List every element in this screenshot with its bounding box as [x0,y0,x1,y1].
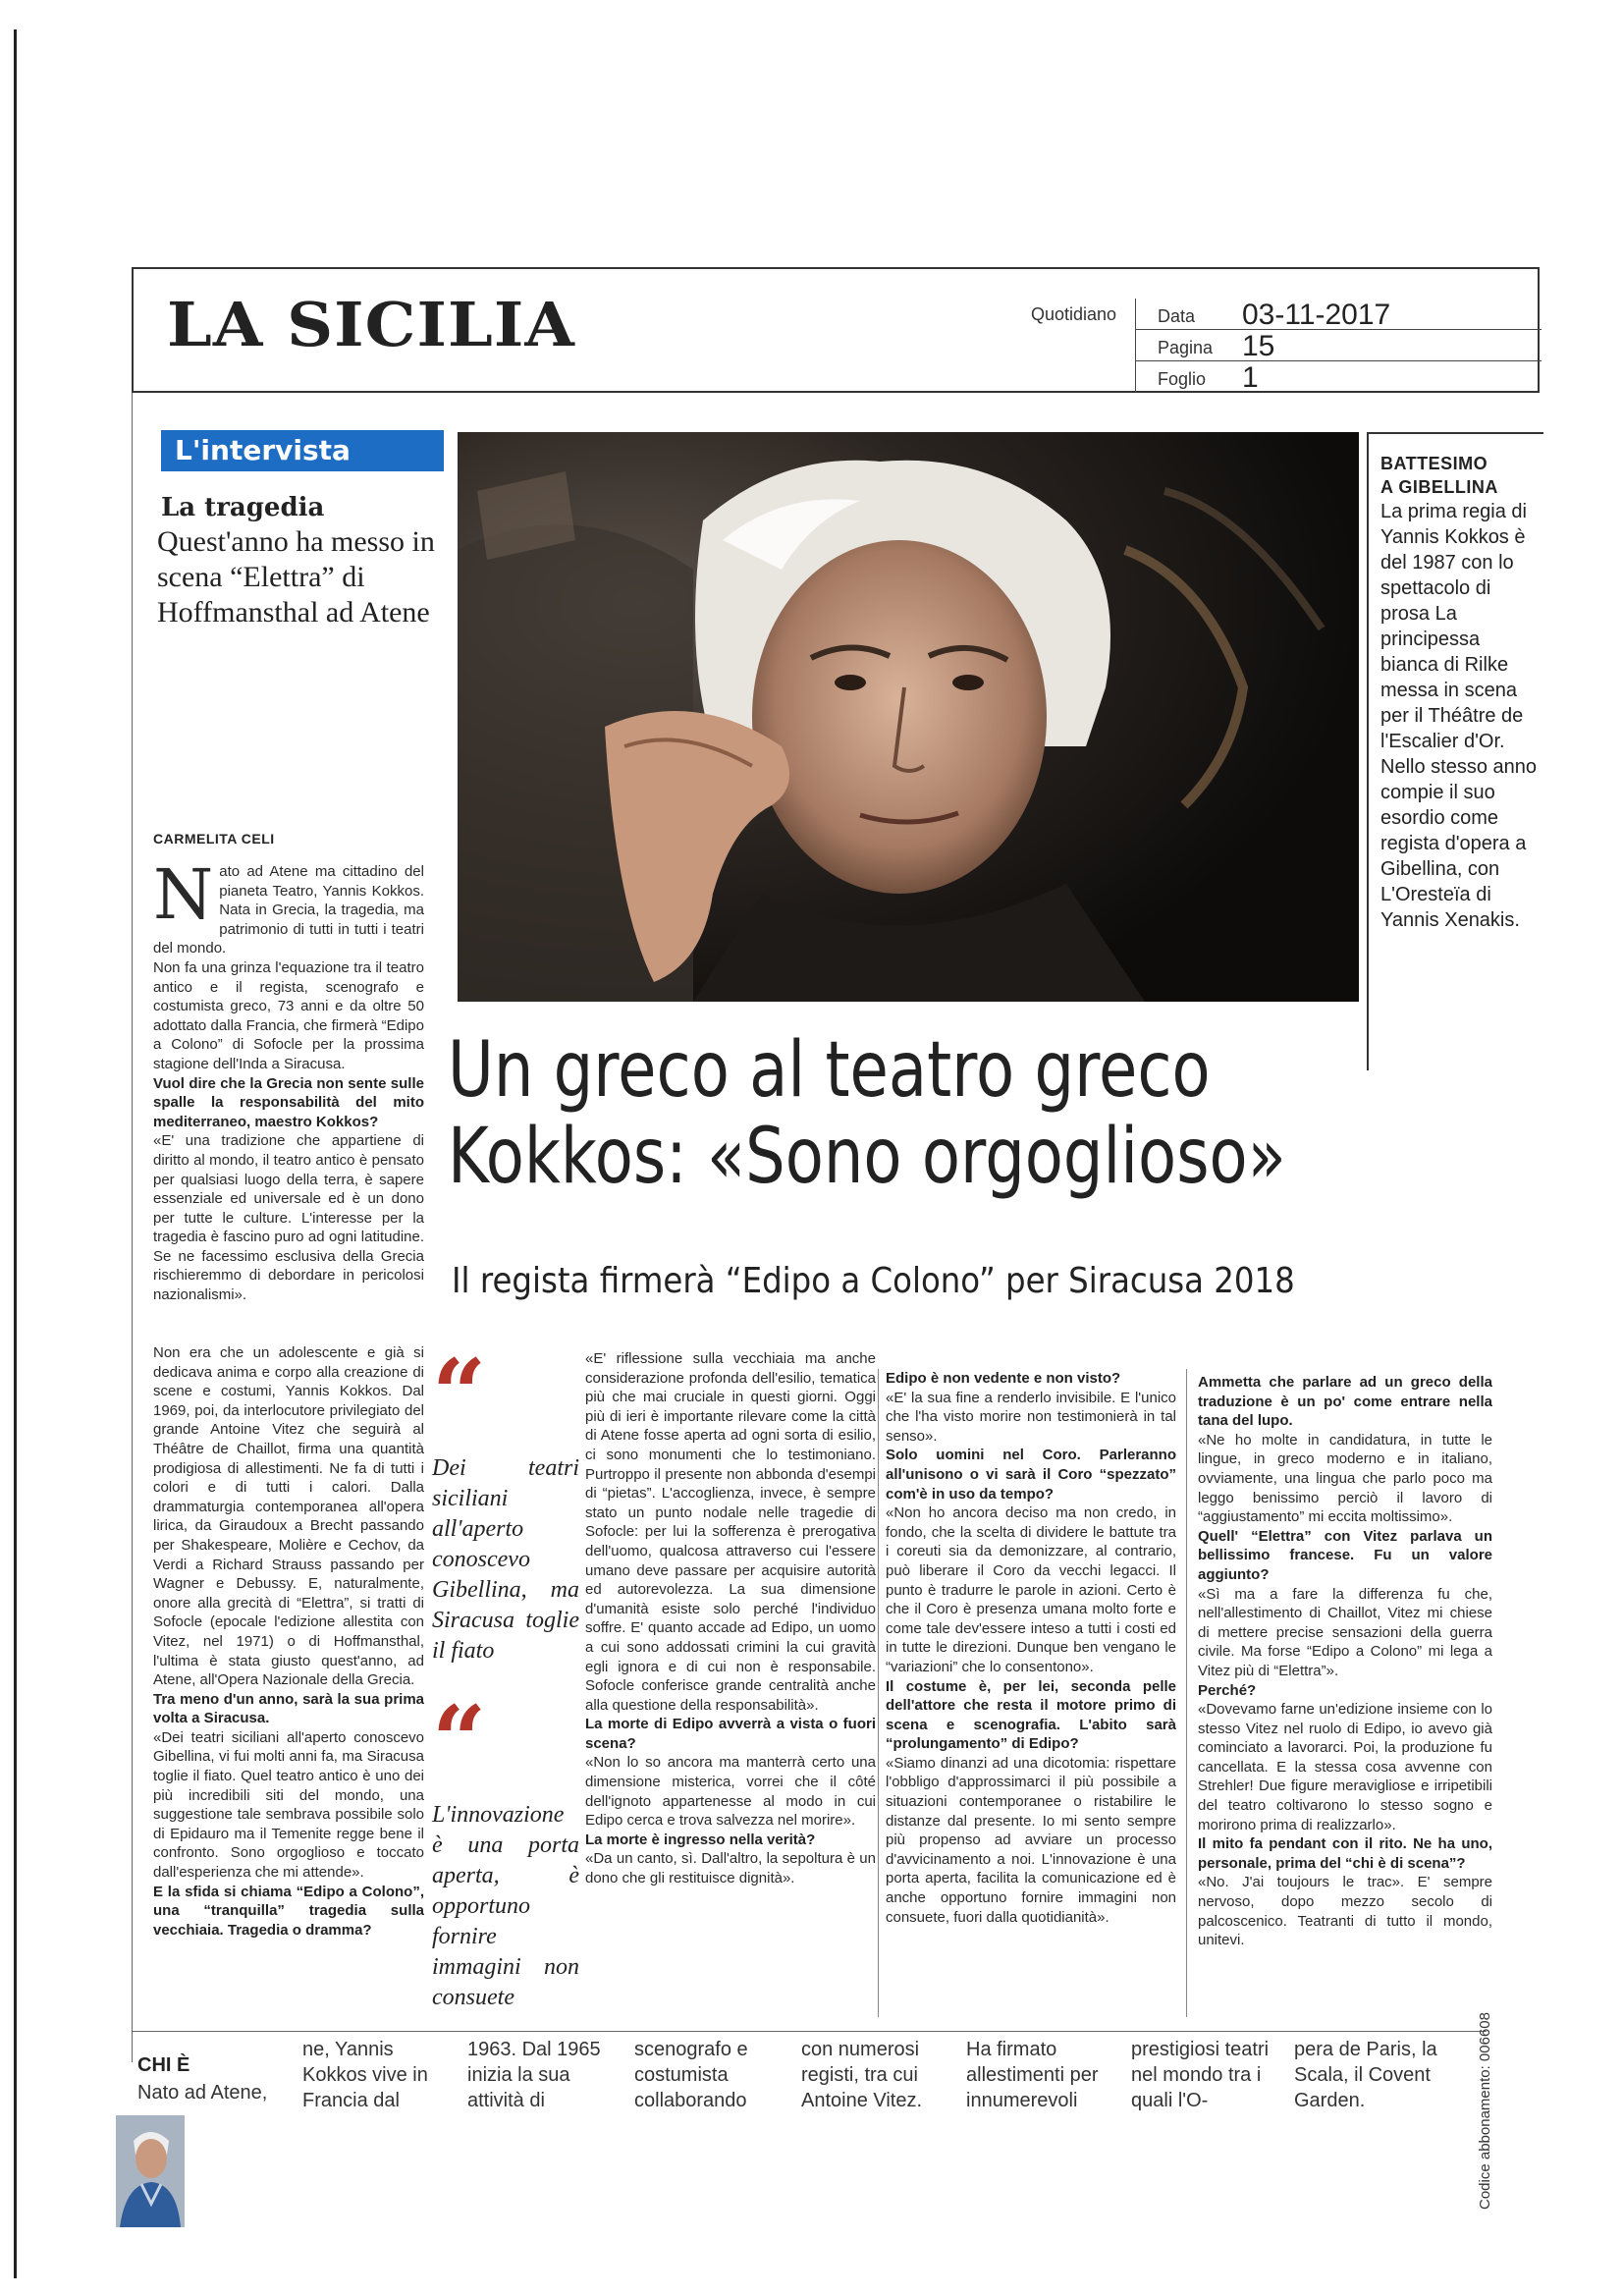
date-page-box [1135,299,1542,393]
subheadline: Il regista firmerà “Edipo a Colono” per Siracusa 2018 [452,1261,1295,1301]
sidebar-title-2: A GIBELLINA [1380,477,1498,497]
question: Perché? [1198,1681,1257,1699]
chi-e-column: ne, Yannis Kokkos vive in Francia dal [302,2039,428,2111]
column-divider [878,1369,879,2017]
question: Edipo è non vedente e non visto? [886,1370,1121,1387]
sheet-value: 1 [1242,361,1259,394]
newspaper-header [132,267,1540,393]
article-column-5 [1198,1373,1492,1950]
article-column-1 [153,854,424,1305]
page-row [1136,330,1542,361]
pull-quote-1: Dei teatri siciliani all'aperto conoscevo Gibellina, ma Siracusa toglie il fiato [432,1455,579,1664]
page-value: 15 [1242,330,1275,362]
sidebar-title-1: BATTESIMO [1380,454,1488,473]
chi-e-column: con numerosi registi, tra cui Antoine Vitez. [801,2039,923,2111]
question: La morte è ingresso nella verità? [585,1831,816,1848]
answer: «Sì ma a fare la differenza fu che, nell'allestimento di Chaillot, Vitez mi chiese di mettere precise sensazioni della guerra civile. Ma forse “Edipo a Colono” mi lega a Vitez più di “Elettra”». [1198,1585,1492,1679]
answer: «Non lo so ancora ma manterrà certo una dimensione misterica, vorrei che il côté dell'ignoto appartenesse al modo in cui Edipo cerca e trova salvezza nel morire». [585,1754,876,1830]
kicker-text: Quest'anno ha messo in scena “Elettra” di Hoffmansthal ad Atene [157,525,435,629]
answer: «Da un canto, sì. Dall'altro, la sepoltura è un dono che gli restituisce dignità». [585,1850,876,1887]
chi-e-title: CHI È [137,2054,190,2076]
portrait-illustration [458,432,1359,1002]
subscription-code: Codice abbonamento: 006608 [1477,2012,1493,2210]
column-divider [1186,1369,1187,2017]
question: La morte di Edipo avverrà a vista o fuori scena? [585,1716,876,1752]
chi-e-column: pera de Paris, la Scala, il Covent Garden. [1294,2039,1437,2111]
question: Solo uomini nel Coro. Parleranno all'unisono o vi sarà il Coro “spezzato” com'è in uso da tempo? [886,1447,1176,1503]
byline: CARMELITA CELI [153,831,275,847]
sheet-label: Foglio [1158,369,1207,389]
answer: «E' una tradizione che appartiene di diritto al mondo, il teatro antico è pensato per qualsiasi luogo della terra, è sapere essenziale ed universale ed è un dono per tutte le culture. L'interesse per la tragedia è fascino puro ad ogni latitudine. Se ne facessimo esclusiva della Grecia rischieremmo di debordare in pericolosi nazionalismi». [153,1132,424,1304]
question: Vuol dire che la Grecia non sente sulle spalle la responsabilità del mito mediterraneo, maestro Kokkos? [153,1074,424,1130]
scan-edge [14,29,17,2278]
article-column-1-lower [153,1343,424,1940]
page-label: Pagina [1158,338,1214,357]
answer: «Dovevamo farne un'edizione insieme con lo stesso Vitez nel ruolo di Edipo, io avevo già cominciato a lavorarci. Poi, la produzione fu cancellata. E la stessa cosa avvenne con Strehler! Due figure meravigliose e irripetibili del teatro coltivarono lo stesso sogno e morirono prima di realizzarlo». [1198,1701,1492,1833]
sidebar-box [1367,432,1540,1070]
answer: «Siamo dinanzi ad una dicotomia: rispettare l'obbligo d'approssimarci il più possibile a situazioni contemporanee o ristabilire le distanze dal presente. Io mi sento sempre più propenso ad avviare un processo d'avvicinamento a noi. L'innovazione è una porta aperta, facilita la comunicazione ed è anche opportuno fornire immagini non consuete, fuori dalla quotidianità». [886,1754,1176,1926]
answer: «Non ho ancora deciso ma non credo, in fondo, che la scelta di dividere le battute tra i coreuti sia da demonizzare, al contrario, può liberare il Coro da vecchi legacci. Il punto è tradurre le parole in azioni. Certo è che il Coro è presenza umana molto forte e come tale dev'essere inteso a tutti i costi ed in tutte le direzioni. Dunque ben vengano le “variazioni” che lo consentono». [886,1504,1176,1675]
bottom-rule [132,2031,1487,2032]
answer: «Ne ho molte in candidatura, in tutte le lingue, in greco moderno e in italiano, ovviamente, una lingua che parlo poco ma leggo benissimo perciò il lavoro di “aggiustamento” mi eccita moltissimo». [1198,1431,1492,1526]
article-column-3 [585,1349,876,1888]
newspaper-logo: LA SICILIA [167,289,575,360]
pull-quote-2: L'innovazione è una porta aperta, è opportuno fornire immagini non consuete [432,1802,579,2010]
publication-type: Quotidiano [1031,304,1117,324]
chi-e-column: prestigiosi teatri nel mondo tra i quali l'O- [1131,2039,1270,2111]
quote-mark-icon: “ [432,1685,487,1796]
quote-mark-icon: “ [432,1339,487,1449]
kicker-title: La tragedia [161,493,325,522]
chi-e-column: Ha firmato allestimenti per innumerevoli [966,2039,1099,2111]
date-row [1136,299,1542,330]
sheet-row [1136,361,1542,393]
headline-line-1: Un greco al teatro greco [448,1026,1211,1115]
paragraph: Non era che un adolescente e già si dedicava anima e corpo alla creazione di scene e costumi, Yannis Kokkos. Dal 1969, poi, da interlocutore privilegiato del grande Antoine Vitez che seguirà al Théâtre de Chaillot, firma una quantità prodigiosa di allestimenti. Ne fa di tutti i colori e di tutti i calori. Dalla drammaturgia contemporanea all'opera lirica, da Giraudoux a Brecht passando per Shakespeare, Molière e Cechov, da Verdi a Richard Strauss passando per Wagner e Debussy. E, naturalmente, onore alla grecità di “Elettra”, si tratti di Sofocle (epocale l'edizione allestita con Vitez, nel 1971) o di Hoffmansthal, l'ultima è stata giusto quest'anno, ad Atene, all'Opera Nazionale della Grecia. [153,1344,424,1689]
answer: «No. J'ai toujours le trac». E' sempre nervoso, dopo mezzo secolo di palcoscenico. Teatranti di tutto il mondo, unitevi. [1198,1874,1492,1949]
answer: «E' la sua fine a renderlo invisibile. E l'unico che l'ha visto morire non testimonierà in tal senso». [886,1389,1176,1445]
question: Quell' “Elettra” con Vitez parlava un bellissimo francese. Fu un valore aggiunto? [1198,1527,1492,1583]
question: Ammetta che parlare ad un greco della traduzione è un po' come entrare nella tana del lupo. [1198,1374,1492,1430]
question: Tra meno d'un anno, sarà la sua prima volta a Siracusa. [153,1690,424,1727]
section-tag: L'intervista [161,430,444,471]
answer: «E' riflessione sulla vecchiaia ma anche considerazione profonda dell'esilio, tematica più che mai cruciale in questi giorni. Oggi più di ieri è importante rilevare come la città di Atene fosse aperta ad ogni sorta di esilio, ci sono monumenti che lo testimoniano. Purtroppo il presente non abbonda d'esempi di “pietas”. L'accoglienza, invece, è sempre stato un punto nodale nelle tragedie di Sofocle: per lui la sofferenza è prerogativa dell'uomo, qualcosa attraverso cui l'essere umano deve passare per acquisire autorità ed autorevolezza. La sua dimensione d'umanità esiste solo perché l'individuo soffre. E' quanto accade ad Edipo, un uomo a cui sono addossati crimini la cui gravità egli ignora e di cui non è responsabile. Sofocle conferisce grande centralità anche alla questione della responsabilità». [585,1350,876,1714]
date-value: 03-11-2017 [1242,299,1391,331]
article-column-4 [886,1369,1176,1927]
question: Il costume è, per lei, seconda pelle dell'attore che resta il motore primo di scena e scenografia. L'abito sarà “prolungamento” di Edipo? [886,1677,1176,1753]
question: Il mito fa pendant con il rito. Ne ha uno, personale, prima del “chi è di scena”? [1198,1835,1492,1872]
chi-e-column: 1963. Dal 1965 inizia la sua attività di [467,2039,601,2111]
frame-line [132,393,133,2062]
pull-quotes [432,1339,579,2049]
headline-line-2: Kokkos: «Sono orgoglioso» [448,1113,1286,1201]
paragraph: ato ad Atene ma cittadino del pianeta Teatro, Yannis Kokkos. Nata in Grecia, la tragedia, ma patrimonio di tutti in tutti i teatri del mondo. [153,863,424,957]
sidebar-body: La prima regia di Yannis Kokkos è del 1987 con lo spettacolo di prosa La principessa bianca di Rilke messa in scena per il Théâtre de l'Escalier d'Or. Nello stesso anno compie il suo esordio come regista d'opera a Gibellina, con L'Oresteïa di Yannis Xenakis. [1380,501,1537,931]
drop-cap: N [153,854,214,935]
chi-e-column: scenografo e costumista collaborando [634,2039,748,2111]
portrait-photo [458,432,1359,1002]
question: E la sfida si chiama “Edipo a Colono”, una “tranquilla” tragedia sulla vecchiaia. Tragedia o dramma? [153,1883,424,1939]
paragraph: Non fa una grinza l'equazione tra il teatro antico e il regista, scenografo e costumista greco, 73 anni e da oltre 50 adottato dalla Francia, che firmerà “Edipo a Colono” di Sofocle per la prossima stagione dell'Inda a Siracusa. [153,958,424,1072]
headline [448,1027,1286,1200]
sidebar-rule [1367,432,1543,434]
answer: «Dei teatri siciliani all'aperto conoscevo Gibellina, vi fui molti anni fa, ma Siracusa toglie il fiato. Quel teatro antico è uno dei più incredibili siti del mondo, una suggestione tale sembrava possibile solo di Epidauro ma il Temenite regge bene il confronto. Sono orgoglioso e toccato dall'esperienza che mi attende». [153,1728,424,1882]
avatar-illustration [116,2115,185,2227]
date-label: Data [1158,306,1196,326]
avatar-photo [116,2115,185,2227]
chi-e-column: Nato ad Atene, [137,2082,268,2104]
